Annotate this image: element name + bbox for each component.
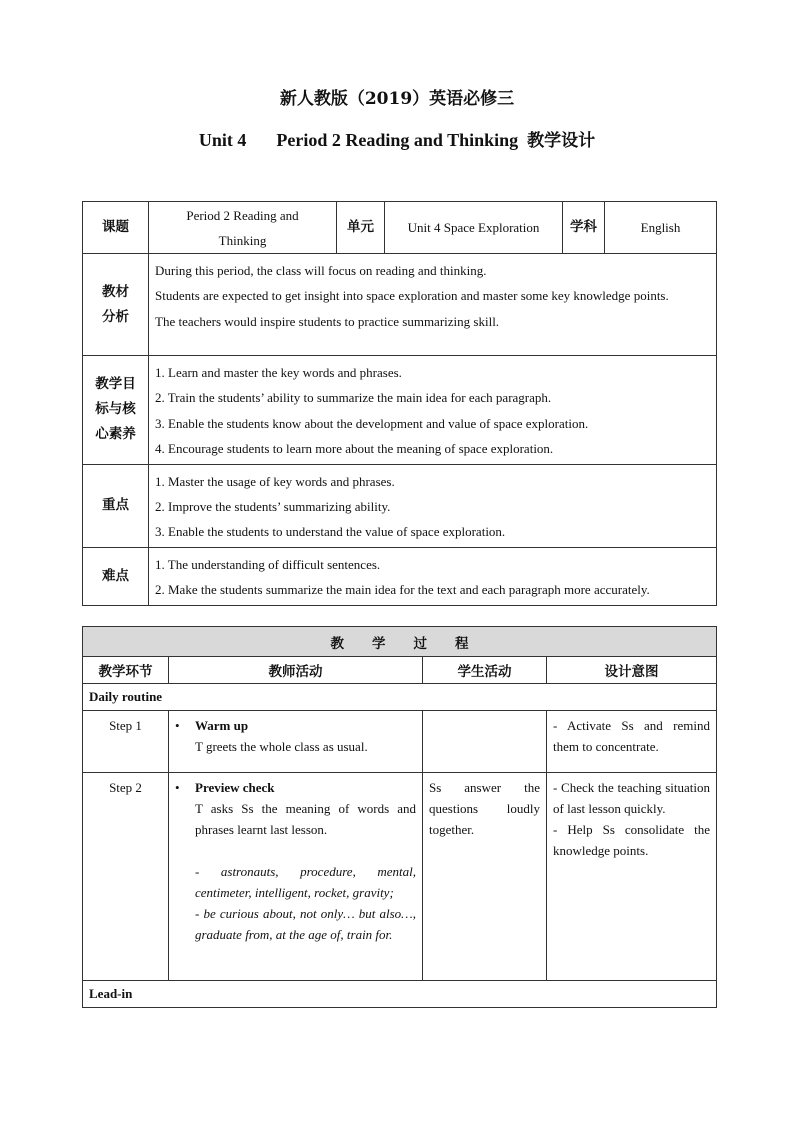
key-line: 2. Improve the students’ summarizing ability. [155, 499, 391, 515]
unit-value: Unit 4 Space Exploration [385, 202, 563, 254]
teacher-activity [169, 711, 423, 773]
document-subtitle [0, 126, 794, 151]
analysis-line: Students are expected to get insight into space exploration and master some key knowledge points. [155, 288, 669, 304]
col-header-student: 学生活动 [423, 657, 547, 684]
process-banner: 教 学 过 程 [83, 627, 717, 657]
info-row-topic [83, 202, 717, 254]
subject-value: English [605, 202, 717, 254]
section-title: Daily routine [83, 684, 717, 711]
activity-description: T greets the whole class as usual. [195, 739, 368, 754]
difficult-line: 2. Make the students summarize the main idea for the text and each paragraph more accurately. [155, 582, 650, 598]
goal-line: 3. Enable the students know about the development and value of space exploration. [155, 415, 589, 431]
info-row-analysis [83, 254, 717, 356]
difficult-content [149, 547, 717, 605]
design-intent [547, 773, 717, 981]
step-row [83, 711, 717, 773]
topic-value: Period 2 Reading and Thinking [149, 202, 337, 254]
subtitle-cn: 教学设计 [527, 131, 596, 151]
bullet-icon: • [175, 718, 180, 733]
vocab-words: - astronauts, procedure, mental, centimeter, intelligent, rocket, gravity; [195, 864, 416, 900]
analysis-label: 教材分析 [83, 254, 149, 356]
subtitle-unit: Unit 4 [198, 130, 247, 150]
document-title: 新人教版（2019）英语必修三 [279, 89, 515, 109]
process-banner-row [83, 627, 717, 657]
info-row-goals [83, 356, 717, 465]
key-content [149, 464, 717, 547]
bullet-icon: • [175, 780, 180, 795]
step-label: Step 1 [83, 711, 169, 773]
step-row [83, 773, 717, 981]
lesson-info-table [82, 201, 717, 606]
intent-line: - Help Ss consolidate the knowledge points. [553, 822, 710, 858]
intent-line: - Activate Ss and remind them to concentrate. [553, 718, 710, 754]
topic-label: 课题 [83, 202, 149, 254]
step-label: Step 2 [83, 773, 169, 981]
intent-line: - Check the teaching situation of last lesson quickly. [553, 780, 710, 816]
subject-label: 学科 [563, 202, 605, 254]
process-header-row [83, 657, 717, 684]
difficult-line: 1. The understanding of difficult sentences. [155, 556, 381, 572]
student-activity: Ss answer the questions loudly together. [423, 773, 547, 981]
goals-content [149, 356, 717, 465]
col-header-intent: 设计意图 [547, 657, 717, 684]
key-line: 3. Enable the students to understand the value of space exploration. [155, 524, 506, 540]
key-label: 重点 [83, 464, 149, 547]
analysis-line: During this period, the class will focus on reading and thinking. [155, 263, 487, 278]
activity-title: Preview check [195, 780, 275, 795]
teacher-activity [169, 773, 423, 981]
goal-line: 1. Learn and master the key words and phrases. [155, 365, 402, 380]
activity-description: T asks Ss the meaning of words and phrases learnt last lesson. [195, 801, 416, 837]
info-row-difficult-points [83, 547, 717, 605]
unit-label: 单元 [337, 202, 385, 254]
key-line: 1. Master the usage of key words and phrases. [155, 473, 395, 489]
subtitle-period: Period 2 Reading and Thinking [276, 130, 519, 150]
info-row-key-points [83, 464, 717, 547]
goals-label: 教学目标与核心素养 [83, 356, 149, 465]
section-row-daily-routine [83, 684, 717, 711]
vocab-phrases: - be curious about, not only… but also…, graduate from, at the age of, train for. [195, 906, 416, 942]
analysis-content [149, 254, 717, 356]
teaching-process-table [82, 626, 717, 1008]
section-title: Lead-in [83, 981, 717, 1008]
goal-line: 4. Encourage students to learn more about the meaning of space exploration. [155, 441, 554, 457]
difficult-label: 难点 [83, 547, 149, 605]
analysis-line: The teachers would inspire students to practice summarizing skill. [155, 313, 500, 329]
activity-title: Warm up [195, 718, 249, 733]
goal-line: 2. Train the students’ ability to summarize the main idea for each paragraph. [155, 390, 552, 406]
col-header-teacher: 教师活动 [169, 657, 423, 684]
section-row-lead-in [83, 981, 717, 1008]
col-header-stage: 教学环节 [83, 657, 169, 684]
student-activity [423, 711, 547, 773]
design-intent [547, 711, 717, 773]
